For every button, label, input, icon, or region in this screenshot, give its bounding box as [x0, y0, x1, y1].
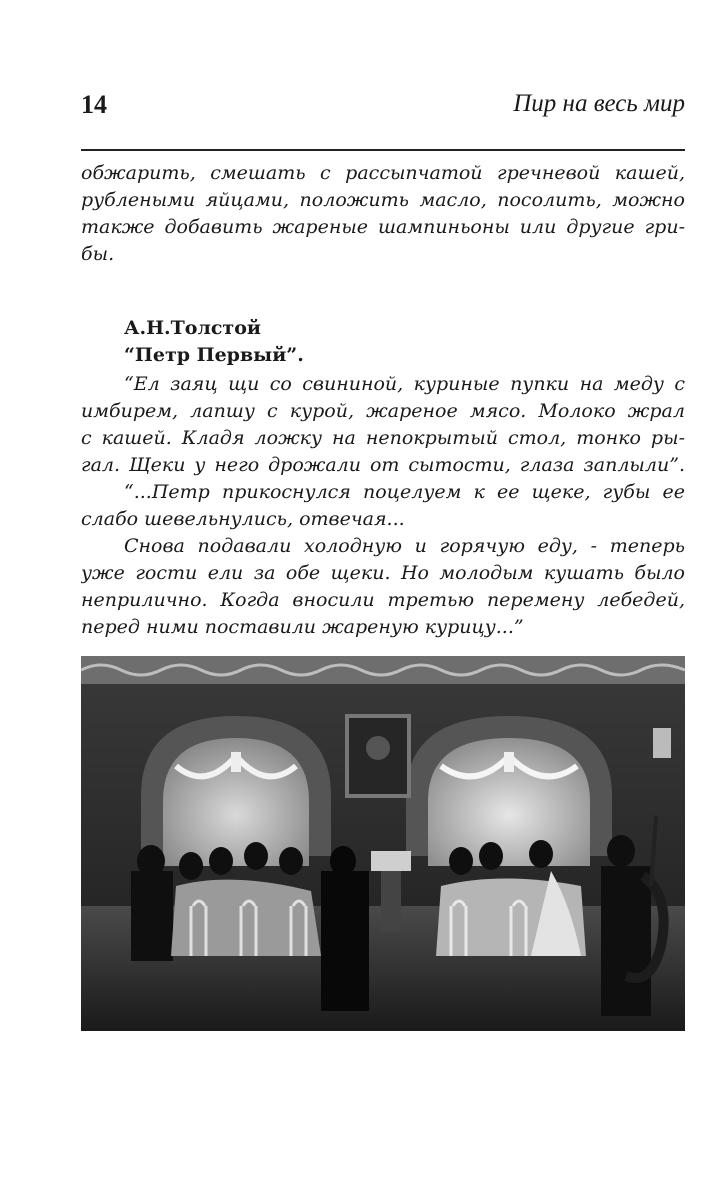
- page-number: 14: [81, 90, 107, 119]
- text-line: рублеными яйцами, положить масло, посолить, можно: [81, 189, 685, 211]
- text-line: также добавить жареные шампиньоны или другие гри-: [81, 216, 685, 238]
- text-line: имбирем, лапшу с курой, жареное мясо. Молоко жрал: [81, 400, 685, 422]
- text-line: бы.: [81, 243, 115, 265]
- recipe-continuation-paragraph: [81, 160, 685, 268]
- text-line: уже гости ели за обе щеки. Но молодым кушать было: [81, 562, 685, 584]
- excerpt-author: А.Н.Толстой: [124, 317, 261, 339]
- header-rule: [81, 149, 685, 151]
- text-line: с кашей. Кладя ложку на непокрытый стол, тонко ры-: [81, 427, 685, 449]
- excerpt-quote: [81, 371, 685, 641]
- text-line: “...Петр прикоснулся поцелуем к ее щеке, губы ее: [124, 481, 685, 503]
- text-line: обжарить, смешать с рассыпчатой гречневой кашей,: [81, 162, 685, 184]
- ballroom-painting: [81, 656, 685, 1031]
- text-line: “Ел заяц щи со свининой, куриные пупки на меду с: [124, 373, 685, 395]
- painting-svg: [81, 656, 685, 1031]
- text-line: неприлично. Когда вносили третью перемену лебедей,: [81, 589, 685, 611]
- text-line: гал. Щеки у него дрожали от сытости, глаза заплыли”.: [81, 454, 685, 476]
- text-line: Снова подавали холодную и горячую еду, - теперь: [124, 535, 685, 557]
- text-line: слабо шевельнулись, отвечая...: [81, 508, 405, 530]
- text-line: перед ними поставили жареную курицу...”: [81, 616, 524, 638]
- running-title: Пир на весь мир: [513, 90, 685, 117]
- excerpt-work-title: “Петр Первый”.: [124, 344, 304, 366]
- running-header: [81, 84, 685, 128]
